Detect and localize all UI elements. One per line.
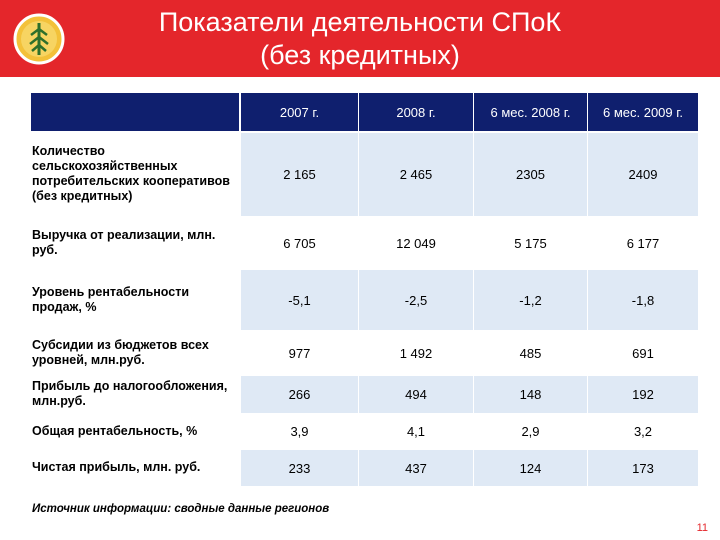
table-cell: 977 xyxy=(240,330,358,375)
column-header: 2008 г. xyxy=(358,92,473,132)
table-cell: 192 xyxy=(587,375,698,413)
row-label: Уровень рентабельности продаж, % xyxy=(30,269,240,330)
table-cell: 148 xyxy=(473,375,587,413)
table-cell: 266 xyxy=(240,375,358,413)
page-number: 11 xyxy=(696,522,708,534)
header-bar xyxy=(0,0,720,77)
table-cell: 12 049 xyxy=(358,216,473,269)
row-label: Субсидии из бюджетов всех уровней, млн.руб. xyxy=(30,330,240,375)
indicators-table xyxy=(30,92,698,486)
table-cell: 233 xyxy=(240,449,358,486)
table-cell: 2305 xyxy=(473,132,587,216)
table-cell: 5 175 xyxy=(473,216,587,269)
row-label: Чистая прибыль, млн. руб. xyxy=(30,449,240,486)
title-line-2: (без кредитных) xyxy=(260,40,460,70)
column-header: 2007 г. xyxy=(240,92,358,132)
table-cell: 494 xyxy=(358,375,473,413)
table-row xyxy=(30,375,698,413)
column-header: 6 мес. 2009 г. xyxy=(587,92,698,132)
table-cell: 2 465 xyxy=(358,132,473,216)
row-label: Количество сельскохозяйственных потребительских кооперативов (без кредитных) xyxy=(30,132,240,216)
table-header-row xyxy=(30,92,698,132)
table-cell: -1,8 xyxy=(587,269,698,330)
table-row xyxy=(30,413,698,449)
title-line-1: Показатели деятельности СПоК xyxy=(158,7,562,37)
table-cell: 437 xyxy=(358,449,473,486)
table-cell: 124 xyxy=(473,449,587,486)
table-cell: 2 165 xyxy=(240,132,358,216)
table-cell: 485 xyxy=(473,330,587,375)
table-row xyxy=(30,449,698,486)
column-header: 6 мес. 2008 г. xyxy=(473,92,587,132)
row-label: Общая рентабельность, % xyxy=(30,413,240,449)
table-cell: 3,2 xyxy=(587,413,698,449)
row-label: Выручка от реализации, млн. руб. xyxy=(30,216,240,269)
table-cell: 2,9 xyxy=(473,413,587,449)
table-cell: 2409 xyxy=(587,132,698,216)
table-cell: 3,9 xyxy=(240,413,358,449)
row-label: Прибыль до налогообложения, млн.руб. xyxy=(30,375,240,413)
table-cell: 173 xyxy=(587,449,698,486)
table-row xyxy=(30,269,698,330)
table-cell: 6 177 xyxy=(587,216,698,269)
page-title xyxy=(0,6,720,72)
table-cell: 1 492 xyxy=(358,330,473,375)
table-cell: -5,1 xyxy=(240,269,358,330)
source-footnote: Источник информации: сводные данные регионов xyxy=(32,503,330,515)
header-blank-cell xyxy=(30,92,240,132)
table-row xyxy=(30,330,698,375)
table-cell: 691 xyxy=(587,330,698,375)
table-cell: 6 705 xyxy=(240,216,358,269)
table-cell: 4,1 xyxy=(358,413,473,449)
table-cell: -1,2 xyxy=(473,269,587,330)
table-row xyxy=(30,132,698,216)
table-cell: -2,5 xyxy=(358,269,473,330)
table-row xyxy=(30,216,698,269)
